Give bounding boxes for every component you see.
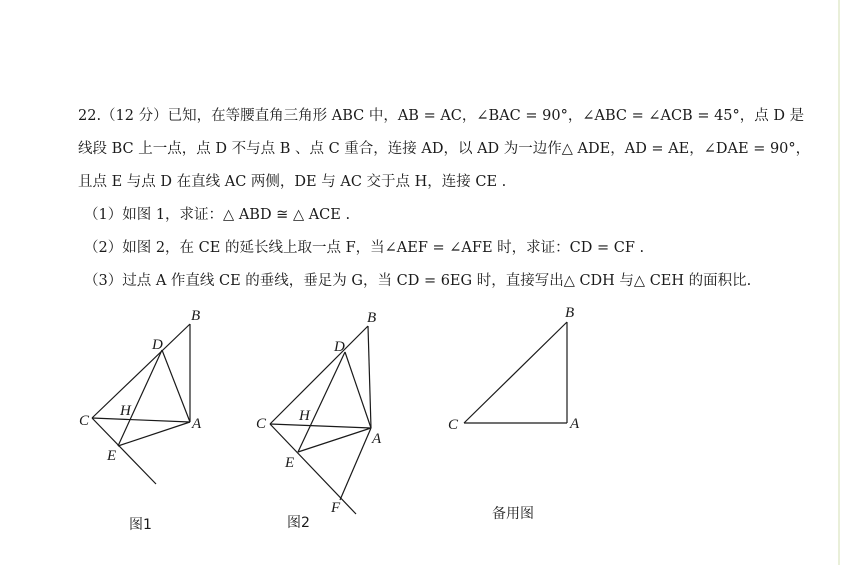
figure-2 — [256, 310, 382, 531]
fig1-caption: 图1 — [129, 517, 152, 533]
spare-label-A: A — [570, 416, 580, 432]
fig2-segment-BA — [368, 326, 371, 428]
problem-line-2: 线段 BC 上一点，点 D 不与点 B 、点 C 重合，连接 AD，以 AD 为一边作△ ADE，AD = AE，∠DAE = 90°， — [78, 141, 811, 157]
part-3: （3）过点 A 作直线 CE 的垂线，垂足为 G，当 CD = 6EG 时，直接写出△ CDH 与△ CEH 的面积比. — [84, 273, 752, 289]
fig2-segment-DE — [298, 352, 345, 452]
figure-spare — [448, 305, 580, 522]
fig2-caption: 图2 — [287, 515, 310, 531]
problem-line-3: 且点 E 与点 D 在直线 AC 两侧，DE 与 AC 交于点 H，连接 CE . — [78, 174, 507, 190]
part-1: （1）如图 1，求证：△ ABD ≅ △ ACE . — [84, 207, 351, 223]
fig1-label-B: B — [191, 308, 201, 324]
fig2-label-C: C — [256, 416, 267, 432]
fig2-label-H: H — [299, 408, 310, 424]
fig1-label-E: E — [107, 448, 117, 464]
figure-1 — [79, 308, 202, 533]
fig2-label-E: E — [285, 455, 295, 471]
spare-caption: 备用图 — [492, 506, 534, 522]
fig1-segment-EA — [118, 422, 190, 446]
spare-label-B: B — [565, 305, 575, 321]
spare-label-C: C — [448, 417, 459, 433]
fig1-label-A: A — [192, 416, 202, 432]
fig2-label-F: F — [331, 500, 341, 516]
spare-segment-CB — [464, 322, 567, 423]
fig1-segment-CA — [92, 418, 190, 422]
fig1-segment-DA — [162, 350, 190, 422]
fig2-segment-CA — [270, 424, 371, 428]
fig2-label-B: B — [367, 310, 377, 326]
fig2-segment-DA — [345, 352, 371, 428]
fig1-segment-CB — [92, 324, 190, 418]
fig1-label-D: D — [152, 337, 163, 353]
fig2-segment-EA — [298, 428, 371, 452]
fig1-label-C: C — [79, 413, 90, 429]
fig2-label-D: D — [334, 339, 345, 355]
problem-line-1: 22.（12 分）已知，在等腰直角三角形 ABC 中，AB = AC，∠BAC = 90°，∠ABC = ∠ACB = 45°，点 D 是 — [78, 108, 805, 124]
fig2-label-A: A — [372, 431, 382, 447]
part-2: （2）如图 2，在 CE 的延长线上取一点 F，当∠AEF = ∠AFE 时，求证：CD = CF . — [84, 240, 645, 256]
fig1-segment-CE-extended — [92, 418, 156, 484]
fig1-segment-DE — [118, 350, 162, 446]
fig2-segment-AF — [340, 428, 371, 500]
fig1-label-H: H — [120, 403, 131, 419]
